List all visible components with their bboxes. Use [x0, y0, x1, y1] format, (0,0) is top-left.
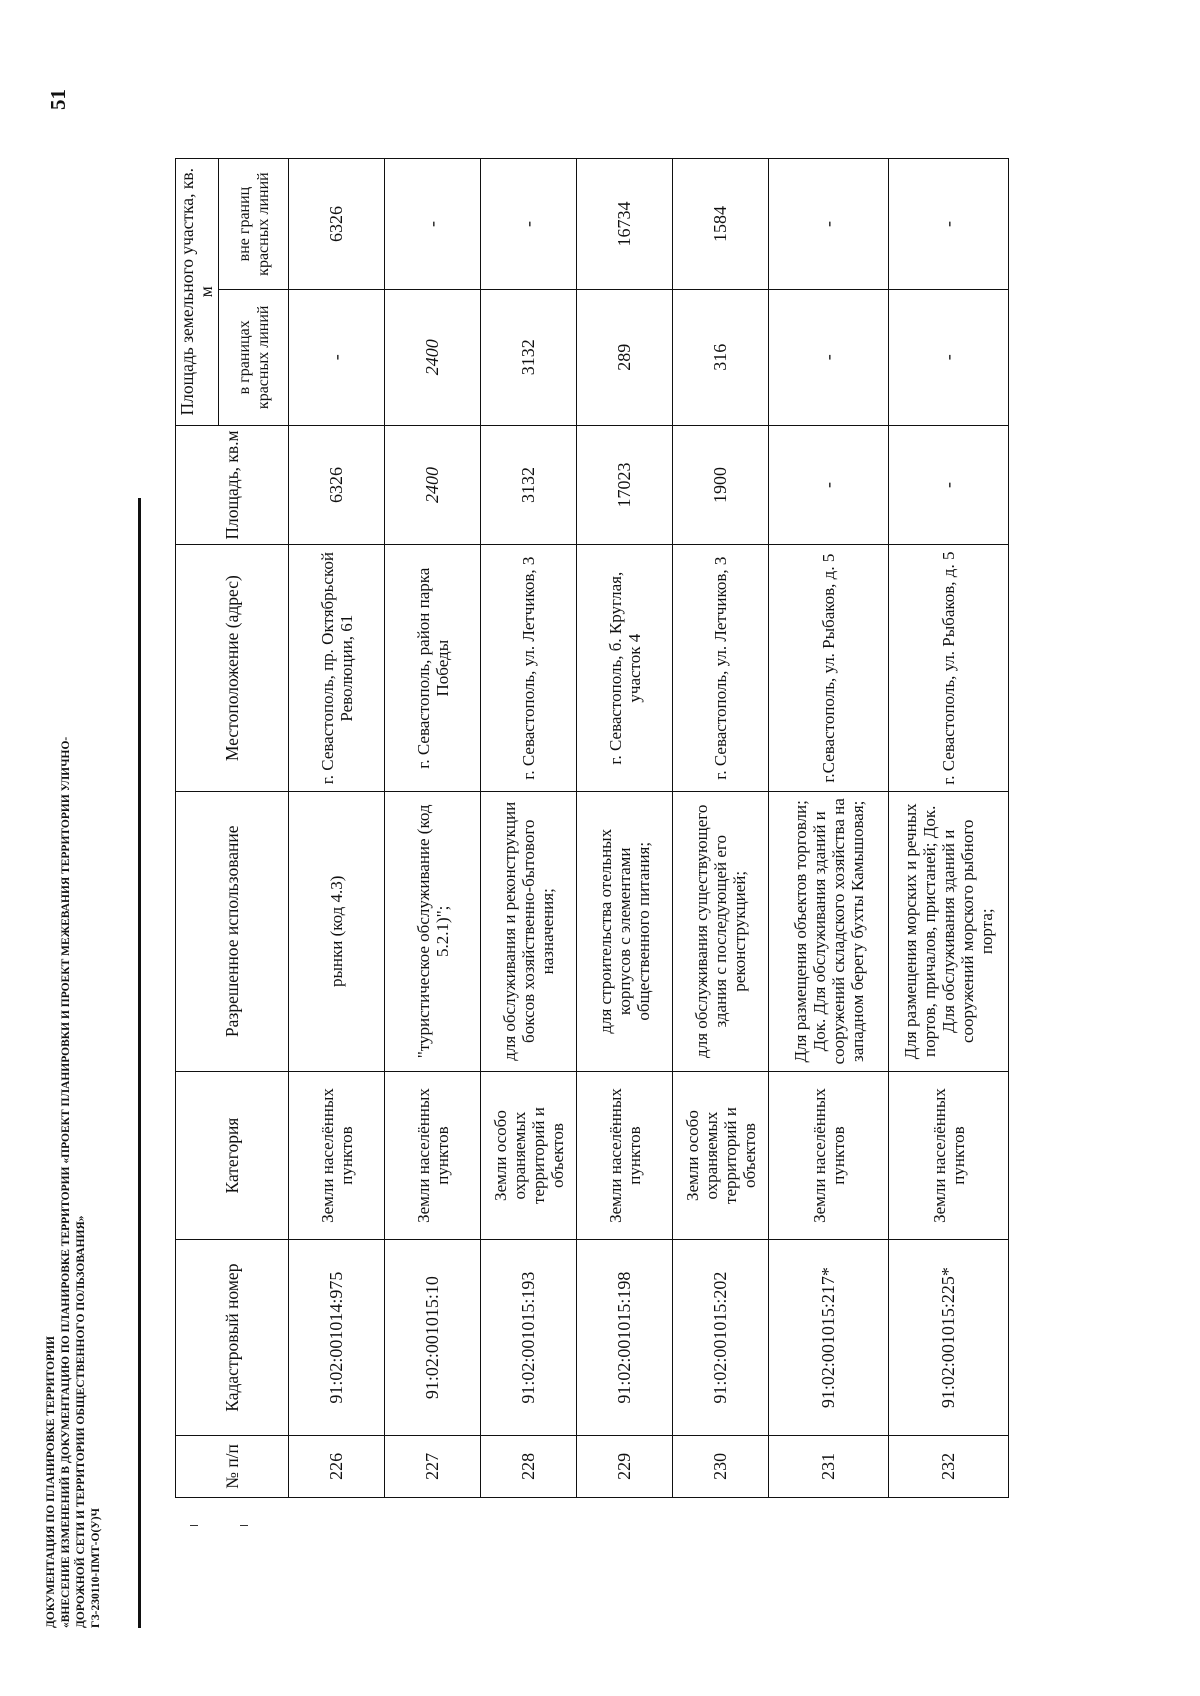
cell-outside: 1584 [673, 159, 769, 290]
cell-outside: 16734 [577, 159, 673, 290]
cell-permitted-use: для обслуживания существующего здания с последующей его реконструкцией; [673, 791, 769, 1071]
cell-within: 316 [673, 290, 769, 425]
cell-outside: - [481, 159, 577, 290]
cell-cadastral: 91:02:001015:10 [385, 1240, 481, 1435]
cell-location: г. Севастополь, район парка Победы [385, 545, 481, 791]
cell-num: 229 [577, 1435, 673, 1497]
header-category: Категория [176, 1071, 289, 1240]
cell-permitted-use: Для размещения морских и речных портов, причалов, пристаней; Док. Для обслуживания зданий и сооружений морского рыбного порта; [889, 791, 1009, 1071]
cell-num: 226 [289, 1435, 385, 1497]
cell-num: 232 [889, 1435, 1009, 1497]
cell-cadastral: 91:02:001015:193 [481, 1240, 577, 1435]
header-outside-red-lines: вне границ красных линий [219, 159, 289, 290]
header-plot-area: Площадь земельного участка, кв. м [176, 159, 219, 426]
table-row [481, 159, 577, 1498]
cell-outside: - [889, 159, 1009, 290]
land-plots-table [175, 158, 1009, 1498]
page-number: 51 [46, 89, 70, 110]
header-cadastral: Кадастровый номер [176, 1240, 289, 1435]
cell-permitted-use: "туристическое обслуживание (код 5.2.1)"; [385, 791, 481, 1071]
cell-location: г.Севастополь, ул. Рыбаков, д. 5 [769, 545, 889, 791]
table-row [577, 159, 673, 1498]
cell-outside: - [385, 159, 481, 290]
cell-within: - [889, 290, 1009, 425]
cell-within: 2400 [385, 290, 481, 425]
cell-cadastral: 91:02:001015:202 [673, 1240, 769, 1435]
cell-permitted-use: рынки (код 4.3) [289, 791, 385, 1071]
header-line-1: ДОКУМЕНТАЦИЯ ПО ПЛАНИРОВКЕ ТЕРРИТОРИИ [45, 1336, 57, 1628]
table-row [673, 159, 769, 1498]
table-row [889, 159, 1009, 1498]
cell-cadastral: 91:02:001015:217* [769, 1240, 889, 1435]
cell-area: 6326 [289, 425, 385, 545]
header-num: № п/п [176, 1435, 289, 1497]
cell-num: 231 [769, 1435, 889, 1497]
cell-within: - [289, 290, 385, 425]
cell-outside: 6326 [289, 159, 385, 290]
cell-area: - [769, 425, 889, 545]
header-line-2: «ВНЕСЕНИЕ ИЗМЕНЕНИЙ В ДОКУМЕНТАЦИЮ ПО ПЛАНИРОВКЕ ТЕРРИТОРИИ «ПРОЕКТ ПЛАНИРОВКИ И ПРОЕКТ МЕЖЕВАНИЯ ТЕРРИТОРИИ УЛИЧНО- [60, 736, 72, 1628]
header-location: Местоположение (адрес) [176, 545, 289, 791]
cell-within: 3132 [481, 290, 577, 425]
scan-mark [240, 1525, 248, 1526]
cell-permitted-use: для обслуживания и реконструкции боксов хозяйственно-бытового назначения; [481, 791, 577, 1071]
header-line-3: ДОРОЖНОЙ СЕТИ И ТЕРРИТОРИИ ОБЩЕСТВЕННОГО ПОЛЬЗОВАНИЯ» [75, 1215, 87, 1628]
cell-area: 3132 [481, 425, 577, 545]
cell-category: Земли населённых пунктов [577, 1071, 673, 1240]
cell-category: Земли населённых пунктов [889, 1071, 1009, 1240]
cell-area: - [889, 425, 1009, 545]
cell-location: г. Севастополь, пр. Октябрьской Революции, 61 [289, 545, 385, 791]
cell-category: Земли особо охраняемых территорий и объектов [481, 1071, 577, 1240]
cell-location: г. Севастополь, ул. Рыбаков, д. 5 [889, 545, 1009, 791]
cell-location: г. Севастополь, ул. Летчиков, 3 [481, 545, 577, 791]
header-line-4: ГЗ-230110-ПМТ-О(У)Ч [90, 1508, 102, 1628]
cell-location: г. Севастополь, ул. Летчиков, 3 [673, 545, 769, 791]
cell-cadastral: 91:02:001014:975 [289, 1240, 385, 1435]
cell-permitted-use: для строительства отельных корпусов с элементами общественного питания; [577, 791, 673, 1071]
cell-area: 17023 [577, 425, 673, 545]
cell-num: 227 [385, 1435, 481, 1497]
cell-category: Земли населённых пунктов [385, 1071, 481, 1240]
table-row [289, 159, 385, 1498]
cell-permitted-use: Для размещения объектов торговли; Док. Для обслуживания зданий и сооружений складского хозяйства на западном берегу бухты Камышовая; [769, 791, 889, 1071]
document-header [44, 478, 104, 1628]
table-row [385, 159, 481, 1498]
cell-outside: - [769, 159, 889, 290]
cell-area: 2400 [385, 425, 481, 545]
cell-area: 1900 [673, 425, 769, 545]
cell-num: 228 [481, 1435, 577, 1497]
cell-num: 230 [673, 1435, 769, 1497]
cell-category: Земли населённых пунктов [769, 1071, 889, 1240]
cell-cadastral: 91:02:001015:225* [889, 1240, 1009, 1435]
cell-within: - [769, 290, 889, 425]
header-divider [138, 498, 141, 1628]
cell-cadastral: 91:02:001015:198 [577, 1240, 673, 1435]
cell-within: 289 [577, 290, 673, 425]
header-area: Площадь, кв.м [176, 425, 289, 545]
table-row [769, 159, 889, 1498]
cell-category: Земли особо охраняемых территорий и объектов [673, 1071, 769, 1240]
header-within-red-lines: в границах красных линий [219, 290, 289, 425]
header-permitted-use: Разрешенное использование [176, 791, 289, 1071]
cell-location: г. Севастополь, б. Круглая, участок 4 [577, 545, 673, 791]
cell-category: Земли населённых пунктов [289, 1071, 385, 1240]
scan-mark [190, 1525, 198, 1526]
